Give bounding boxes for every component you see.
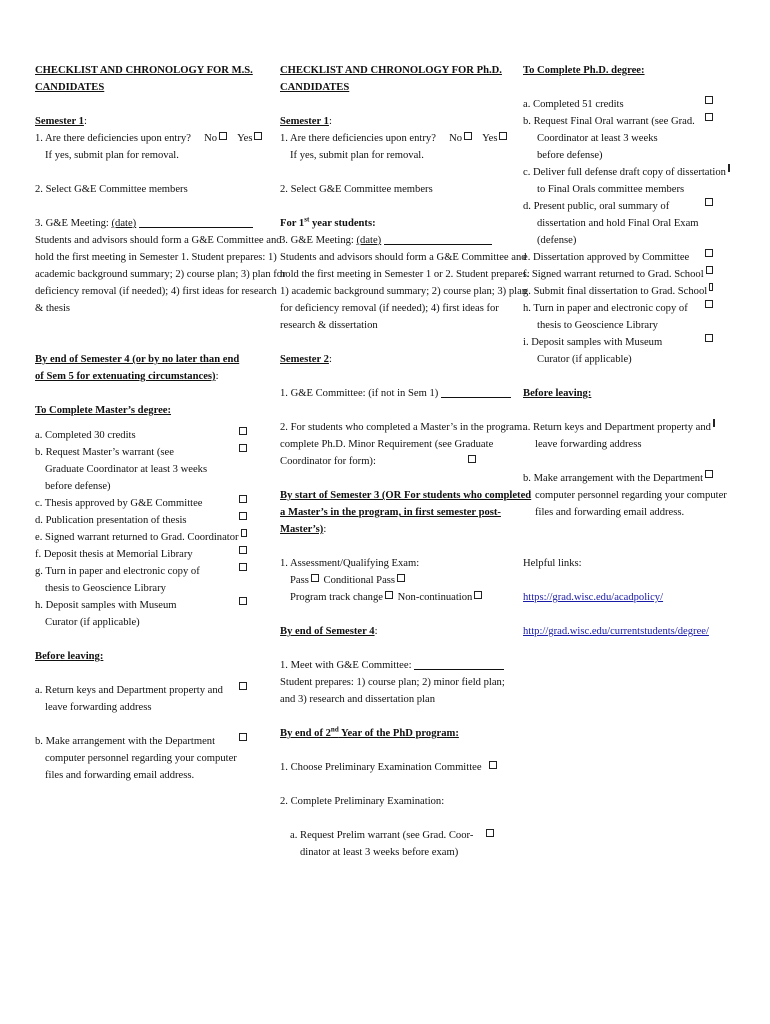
checklist-checkbox[interactable]: [239, 682, 247, 690]
phd-non-continuation-checkbox[interactable]: [474, 591, 482, 599]
phd-minor-requirement-checkbox[interactable]: [468, 455, 476, 463]
checklist-item-label: c. Deliver full defense draft copy of dissertation: [523, 167, 726, 178]
phd-title-line2: CANDIDATES: [280, 82, 350, 93]
phd-sem2-committee: 1. G&E Committee: (if not in Sem 1): [280, 385, 495, 402]
ms-ge-meeting: 3. G&E Meeting: (date): [35, 215, 247, 232]
checklist-item-label: g. Submit final dissertation to Grad. School: [523, 286, 708, 297]
phd-prelim-warrant-sub: dinator at least 3 weeks before exam): [300, 847, 459, 858]
text-line: deficiency removal (if needed); 4) first ideas for research: [35, 286, 277, 297]
ms-ge-meeting-date-blank[interactable]: [139, 216, 253, 228]
checklist-item: [523, 249, 713, 266]
checklist-checkbox[interactable]: [239, 512, 247, 520]
phd-ge-meeting-date-blank[interactable]: [384, 233, 492, 245]
heading-text: Master’s): [280, 524, 324, 535]
text-line: and 3) research and dissertation plan: [280, 694, 436, 705]
checklist-item-label: e. Signed warrant returned to Grad. Coordinator: [35, 532, 239, 543]
phd-prelim-warrant-checkbox[interactable]: [486, 829, 494, 837]
checklist-item: [523, 198, 713, 215]
phd-before-leaving-heading: Before leaving:: [523, 388, 592, 399]
checklist-checkbox[interactable]: [239, 427, 247, 435]
checklist-item: [523, 164, 726, 181]
text-line: for deficiency removal (if needed); 4) first ideas for: [280, 303, 499, 314]
checklist-item-detail: Coordinator at least 3 weeks: [537, 133, 658, 144]
checklist-item-detail: leave forwarding address: [45, 702, 152, 713]
phd-prelim-warrant: a. Request Prelim warrant (see Grad. Coor-: [280, 827, 495, 844]
phd-sem4-description: [280, 674, 505, 708]
text-line: Students and advisors should form a G&E Committee and: [280, 252, 527, 263]
ms-before-leaving-heading: Before leaving:: [35, 651, 104, 662]
acadpolicy-link[interactable]: https://grad.wisc.edu/acadpolicy/: [523, 592, 664, 603]
checklist-item-detail: thesis to Geoscience Library: [45, 583, 166, 594]
ms-before-leaving-checklist: [35, 682, 247, 784]
phd-pass-checkbox[interactable]: [311, 574, 319, 582]
checklist-item-detail: before defense): [537, 150, 603, 161]
phd-deficiency-note: If yes, submit plan for removal.: [290, 150, 424, 161]
ms-semester1-heading: Semester 1:: [35, 116, 87, 127]
phd-semester4-heading: By end of Semester 4:: [280, 626, 378, 637]
phd-sem4-meet-committee: 1. Meet with G&E Committee:: [280, 657, 495, 674]
checklist-checkbox[interactable]: [239, 597, 247, 605]
checklist-item-label: f. Deposit thesis at Memorial Library: [35, 549, 193, 560]
degree-link[interactable]: http://grad.wisc.edu/currentstudents/degree/: [523, 626, 709, 637]
checklist-item: [523, 300, 713, 317]
checklist-item-detail: files and forwarding email address.: [45, 770, 195, 781]
ms-deficiency-no-checkbox[interactable]: [219, 132, 227, 140]
phd-title-line1: CHECKLIST AND CHRONOLOGY FOR Ph.D.: [280, 65, 502, 76]
heading-line: [280, 504, 501, 521]
checklist-item-label: a. Return keys and Department property and: [35, 685, 223, 696]
heading-line: [280, 487, 532, 504]
checklist-checkbox[interactable]: [239, 546, 247, 554]
phd-before-leaving-checklist: [523, 419, 727, 521]
text-line: 2. For students who completed a Master’s in the program:: [280, 422, 526, 433]
checklist-item: [523, 283, 713, 300]
checklist-item-detail: computer personnel regarding your computer: [535, 490, 727, 501]
heading-line: [280, 521, 495, 538]
checklist-item-detail: computer personnel regarding your computer: [45, 753, 237, 764]
checklist-item: [523, 266, 713, 283]
phd-sem2-committee-blank[interactable]: [441, 386, 511, 398]
checklist-item: [35, 444, 247, 461]
checklist-item-label: b. Request Master’s warrant (see: [35, 447, 174, 458]
checklist-item: [35, 733, 247, 750]
checklist-checkbox[interactable]: [705, 334, 713, 342]
text-line: & thesis: [35, 303, 71, 314]
text-line: Students and advisors should form a G&E Committee and: [35, 235, 282, 246]
checklist-checkbox[interactable]: [728, 164, 730, 172]
phd-qualifying-exam: 1. Assessment/Qualifying Exam:: [280, 558, 420, 569]
checklist-item-detail: leave forwarding address: [535, 439, 642, 450]
phd-column: [280, 62, 532, 861]
heading-text: By start of Semester 3 (OR For students who completed: [280, 490, 532, 501]
checklist-checkbox[interactable]: [705, 198, 713, 206]
phd-track-change-checkbox[interactable]: [385, 591, 393, 599]
checklist-item: [523, 419, 713, 436]
ms-complete-checklist: [35, 427, 247, 631]
checklist-item-label: e. Dissertation approved by Committee: [523, 252, 690, 263]
text-line: 1) academic background summary; 2) course plan; 3) plan: [280, 286, 528, 297]
checklist-item-label: i. Deposit samples with Museum: [523, 337, 663, 348]
text-line: hold the first meeting in Semester 1 or 2. Student prepares:: [280, 269, 530, 280]
ms-select-committee: 2. Select G&E Committee members: [35, 184, 188, 195]
ms-semester4-heading-line1: By end of Semester 4 (or by no later than end: [35, 354, 240, 365]
checklist-item-label: d. Present public, oral summary of: [523, 201, 670, 212]
checklist-item-detail: Curator (if applicable): [45, 617, 140, 628]
checklist-checkbox[interactable]: [705, 470, 713, 478]
checklist-checkbox[interactable]: [705, 113, 713, 121]
checklist-item-label: g. Turn in paper and electronic copy of: [35, 566, 200, 577]
checklist-item-label: b. Make arrangement with the Department: [523, 473, 704, 484]
checklist-item-label: a. Return keys and Department property and: [523, 422, 711, 433]
phd-conditional-pass-checkbox[interactable]: [397, 574, 405, 582]
checklist-item: [35, 495, 247, 512]
phd-qualifying-options-row1: Pass Conditional Pass: [280, 572, 495, 589]
ms-title-line1: CHECKLIST AND CHRONOLOGY FOR M.S.: [35, 65, 253, 76]
checklist-checkbox[interactable]: [705, 300, 713, 308]
text-line: complete Ph.D. Minor Requirement (see Graduate: [280, 439, 494, 450]
checklist-item: [35, 563, 247, 580]
ms-semester4-heading-line2: of Sem 5 for extenuating circumstances):: [35, 371, 219, 382]
text-line: academic background summary; 2) course plan; 3) plan for: [35, 269, 286, 280]
phd-ge-meeting-description: [280, 249, 530, 334]
checklist-item-detail: files and forwarding email address.: [535, 507, 685, 518]
phd-complete-column: [523, 62, 727, 640]
checklist-item: [35, 427, 247, 444]
checklist-item: [523, 113, 713, 130]
text-line: research & dissertation: [280, 320, 378, 331]
helpful-links-heading: Helpful links:: [523, 558, 582, 569]
checklist-item: [35, 682, 247, 699]
heading-text: a Master’s in the program, in first semester post-: [280, 507, 501, 518]
ms-ge-meeting-description: [35, 232, 286, 317]
phd-complete-heading: To Complete Ph.D. degree:: [523, 65, 645, 76]
checklist-item: [35, 529, 247, 546]
ms-deficiency-yes-checkbox[interactable]: [254, 132, 262, 140]
checklist-checkbox[interactable]: [239, 733, 247, 741]
phd-sem4-committee-blank[interactable]: [414, 658, 504, 670]
phd-deficiency-no-checkbox[interactable]: [464, 132, 472, 140]
phd-complete-checklist: [523, 96, 726, 368]
phd-semester1-heading: Semester 1:: [280, 116, 332, 127]
checklist-item-detail: to Final Orals committee members: [537, 184, 685, 195]
text-line: hold the first meeting in Semester 1. Student prepares: 1): [35, 252, 277, 263]
checklist-checkbox[interactable]: [713, 419, 715, 427]
phd-deficiency-yes-checkbox[interactable]: [499, 132, 507, 140]
checklist-item-label: f. Signed warrant returned to Grad. School: [523, 269, 704, 280]
checklist-checkbox[interactable]: [239, 495, 247, 503]
ms-column: [35, 62, 286, 784]
checklist-checkbox[interactable]: [706, 266, 713, 274]
checklist-item-label: c. Thesis approved by G&E Committee: [35, 498, 203, 509]
checklist-item-detail: dissertation and hold Final Oral Exam: [537, 218, 699, 229]
phd-qualifying-options-row2: Program track change Non-continuation: [280, 589, 495, 606]
checklist-item-label: b. Make arrangement with the Department: [35, 736, 216, 747]
checklist-item-detail: thesis to Geoscience Library: [537, 320, 658, 331]
checklist-checkbox[interactable]: [705, 96, 713, 104]
ms-deficiency-note: If yes, submit plan for removal.: [45, 150, 179, 161]
ms-complete-heading: To Complete Master’s degree:: [35, 405, 172, 416]
text-line: Coordinator for form):: [280, 453, 495, 470]
checklist-item-label: h. Turn in paper and electronic copy of: [523, 303, 688, 314]
phd-year2-heading: By end of 2nd Year of the PhD program:: [280, 725, 459, 739]
checklist-item-detail: Curator (if applicable): [537, 354, 632, 365]
checklist-item: [523, 96, 713, 113]
heading-colon: :: [323, 524, 327, 535]
checklist-item-label: d. Publication presentation of thesis: [35, 515, 187, 526]
checklist-item-detail: (defense): [537, 235, 577, 246]
phd-first-year-heading: For 1st year students:: [280, 215, 376, 229]
checklist-item-label: h. Deposit samples with Museum: [35, 600, 177, 611]
phd-prelim-committee-checkbox[interactable]: [489, 761, 497, 769]
phd-prelim-exam: 2. Complete Preliminary Examination:: [280, 796, 445, 807]
checklist-checkbox[interactable]: [241, 529, 247, 537]
phd-semester2-heading: Semester 2:: [280, 354, 332, 365]
checklist-checkbox[interactable]: [239, 563, 247, 571]
phd-prelim-committee: 1. Choose Preliminary Examination Committee: [280, 759, 495, 776]
checklist-item-label: a. Completed 30 credits: [35, 430, 136, 441]
ms-deficiency-question: 1. Are there deficiencies upon entry? No Yes: [35, 130, 247, 147]
phd-deficiency-question: 1. Are there deficiencies upon entry? No Yes: [280, 130, 495, 147]
checklist-checkbox[interactable]: [709, 283, 713, 291]
checklist-item: [35, 597, 247, 614]
checklist-item: [35, 512, 247, 529]
checklist-checkbox[interactable]: [239, 444, 247, 452]
checklist-item: [523, 470, 713, 487]
ms-title-line2: CANDIDATES: [35, 82, 105, 93]
checklist-item-label: b. Request Final Oral warrant (see Grad.: [523, 116, 695, 127]
checklist-item-label: a. Completed 51 credits: [523, 99, 624, 110]
checklist-checkbox[interactable]: [705, 249, 713, 257]
checklist-item-detail: Graduate Coordinator at least 3 weeks: [45, 464, 208, 475]
phd-minor-requirement: [280, 419, 526, 470]
checklist-item: [523, 334, 713, 351]
phd-ge-meeting: 3. G&E Meeting: (date): [280, 232, 495, 249]
text-line: Student prepares: 1) course plan; 2) minor field plan;: [280, 677, 505, 688]
checklist-item: [35, 546, 247, 563]
phd-select-committee: 2. Select G&E Committee members: [280, 184, 433, 195]
phd-semester3-heading: [280, 487, 532, 538]
checklist-item-detail: before defense): [45, 481, 111, 492]
